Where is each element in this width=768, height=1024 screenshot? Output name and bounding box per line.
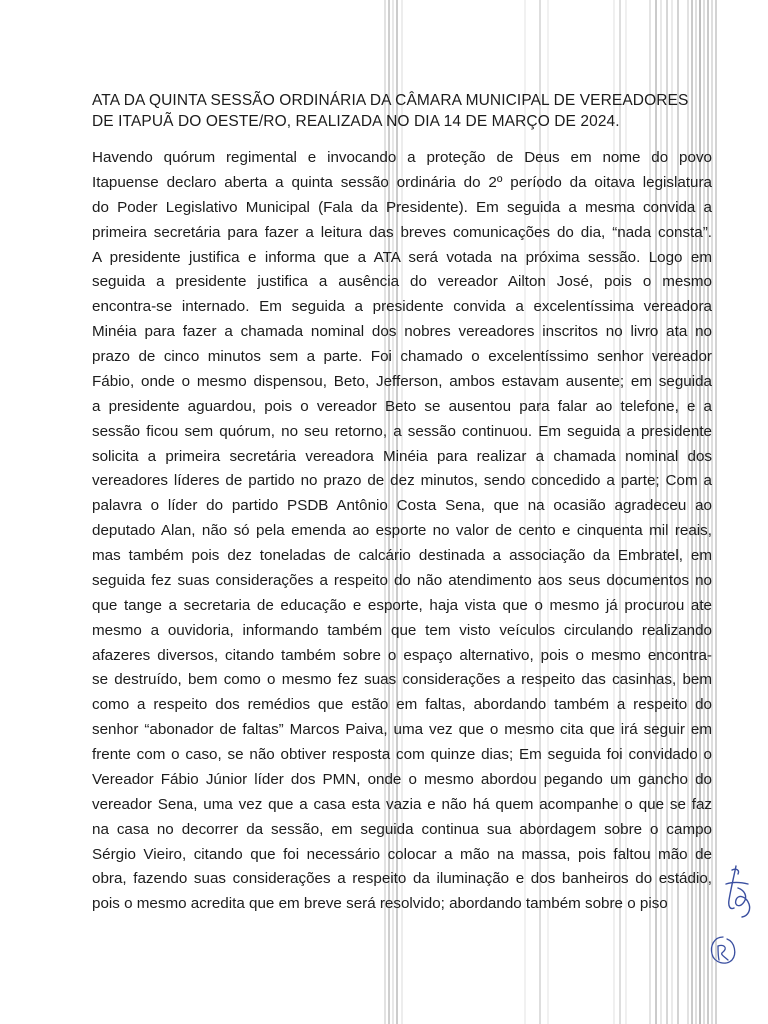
- body-line: frente com o caso, se não obtiver resposta com quinze dias; Em seguida foi convidado o: [92, 746, 712, 763]
- signature-initials: [722, 862, 754, 920]
- body-line: afazeres diversos, citando também sobre o espaço alternativo, pois o mesmo encontra-: [92, 646, 712, 664]
- body-line: palavra o líder do partido PSDB Antônio Costa Sena, que na ocasião agradeceu ao: [92, 497, 712, 515]
- body-line: vereador Sena, uma vez que a casa esta vazia e não há quem acompanhe o que se faz: [92, 795, 712, 813]
- body-line: primeira secretária para fazer a leitura das breves comunicações do dia, “nada consta”.: [92, 223, 712, 241]
- body-line: senhor “abonador de faltas” Marcos Paiva, uma vez que o mesmo cita que irá seguir em: [92, 721, 712, 739]
- body-line: mesmo a ouvidoria, informando também que tem visto veículos circulando realizando: [92, 621, 712, 639]
- body-line: na casa no decorrer da sessão, em seguida continua sua abordagem sobre o campo: [92, 820, 712, 838]
- body-line: que tange a secretaria de educação e esporte, haja vista que o mesmo já procurou ate: [92, 596, 712, 614]
- document-title: [92, 90, 712, 132]
- body-line: sessão ficou sem quórum, no seu retorno, a sessão continuou. Em seguida a presidente: [92, 422, 712, 440]
- body-line: mas também pois dez toneladas de calcário destinada a associação da Embratel, em: [92, 547, 712, 564]
- body-line: Havendo quórum regimental e invocando a proteção de Deus em nome do povo: [92, 149, 712, 166]
- body-line: seguida fez suas considerações a respeito do não atendimento aos seus documentos no: [92, 571, 712, 589]
- body-line: do Poder Legislativo Municipal (Fala da Presidente). Em seguida a mesma convida a: [92, 198, 712, 216]
- body-line: vereadores líderes de partido no prazo de dez minutos, sendo concedido a parte; Com a: [92, 472, 712, 490]
- body-line: obra, fazendo suas considerações a respeito da iluminação e dos banheiros do estádio,: [92, 870, 712, 888]
- body-line: encontra-se internado. Em seguida a presidente convida a excelentíssima vereadora: [92, 298, 712, 316]
- body-line: prazo de cinco minutos sem a parte. Foi chamado o excelentíssimo senhor vereador: [92, 348, 712, 365]
- body-line: Itapuense declaro aberta a quinta sessão ordinária do 2º período da oitava legislatura: [92, 173, 712, 191]
- body-line: Sérgio Vieiro, citando que foi necessário colocar a mão na massa, pois faltou mão de: [92, 845, 712, 863]
- body-line: se destruído, bem como o mesmo fez suas considerações a respeito das casinhas, bem: [92, 671, 712, 689]
- body-line: como a respeito dos remédios que estão em faltas, abordando também a respeito do: [92, 696, 712, 714]
- rubric-circle: [708, 934, 738, 968]
- body-line: Fábio, onde o mesmo dispensou, Beto, Jefferson, ambos estavam ausente; em seguida: [92, 372, 712, 390]
- body-line: Minéia para fazer a chamada nominal dos nobres vereadores inscritos no livro ata no: [92, 323, 712, 341]
- body-line: a presidente aguardou, pois o vereador Beto se ausentou para falar ao telefone, e a: [92, 397, 712, 415]
- body-line: A presidente justifica e informa que a ATA será votada na próxima sessão. Logo em: [92, 248, 712, 266]
- title-line: DE ITAPUÃ DO OESTE/RO, REALIZADA NO DIA 14 DE MARÇO DE 2024.: [92, 113, 620, 130]
- body-line: solicita a primeira secretária vereadora Minéia para realizar a chamada nominal dos: [92, 447, 712, 465]
- body-line: deputado Alan, não só pela emenda ao esporte no valor de cento e cinquenta mil reais,: [92, 522, 712, 540]
- title-line: ATA DA QUINTA SESSÃO ORDINÁRIA DA CÂMARA MUNICIPAL DE VEREADORES: [92, 92, 689, 109]
- body-line: pois o mesmo acredita que em breve será resolvido; abordando também sobre o piso: [92, 895, 668, 913]
- document-body: [92, 146, 712, 917]
- body-line: seguida a presidente justifica a ausência do vereador Ailton José, pois o mesmo: [92, 273, 712, 291]
- body-line: Vereador Fábio Júnior líder dos PMN, onde o mesmo abordou pegando um gancho do: [92, 770, 712, 788]
